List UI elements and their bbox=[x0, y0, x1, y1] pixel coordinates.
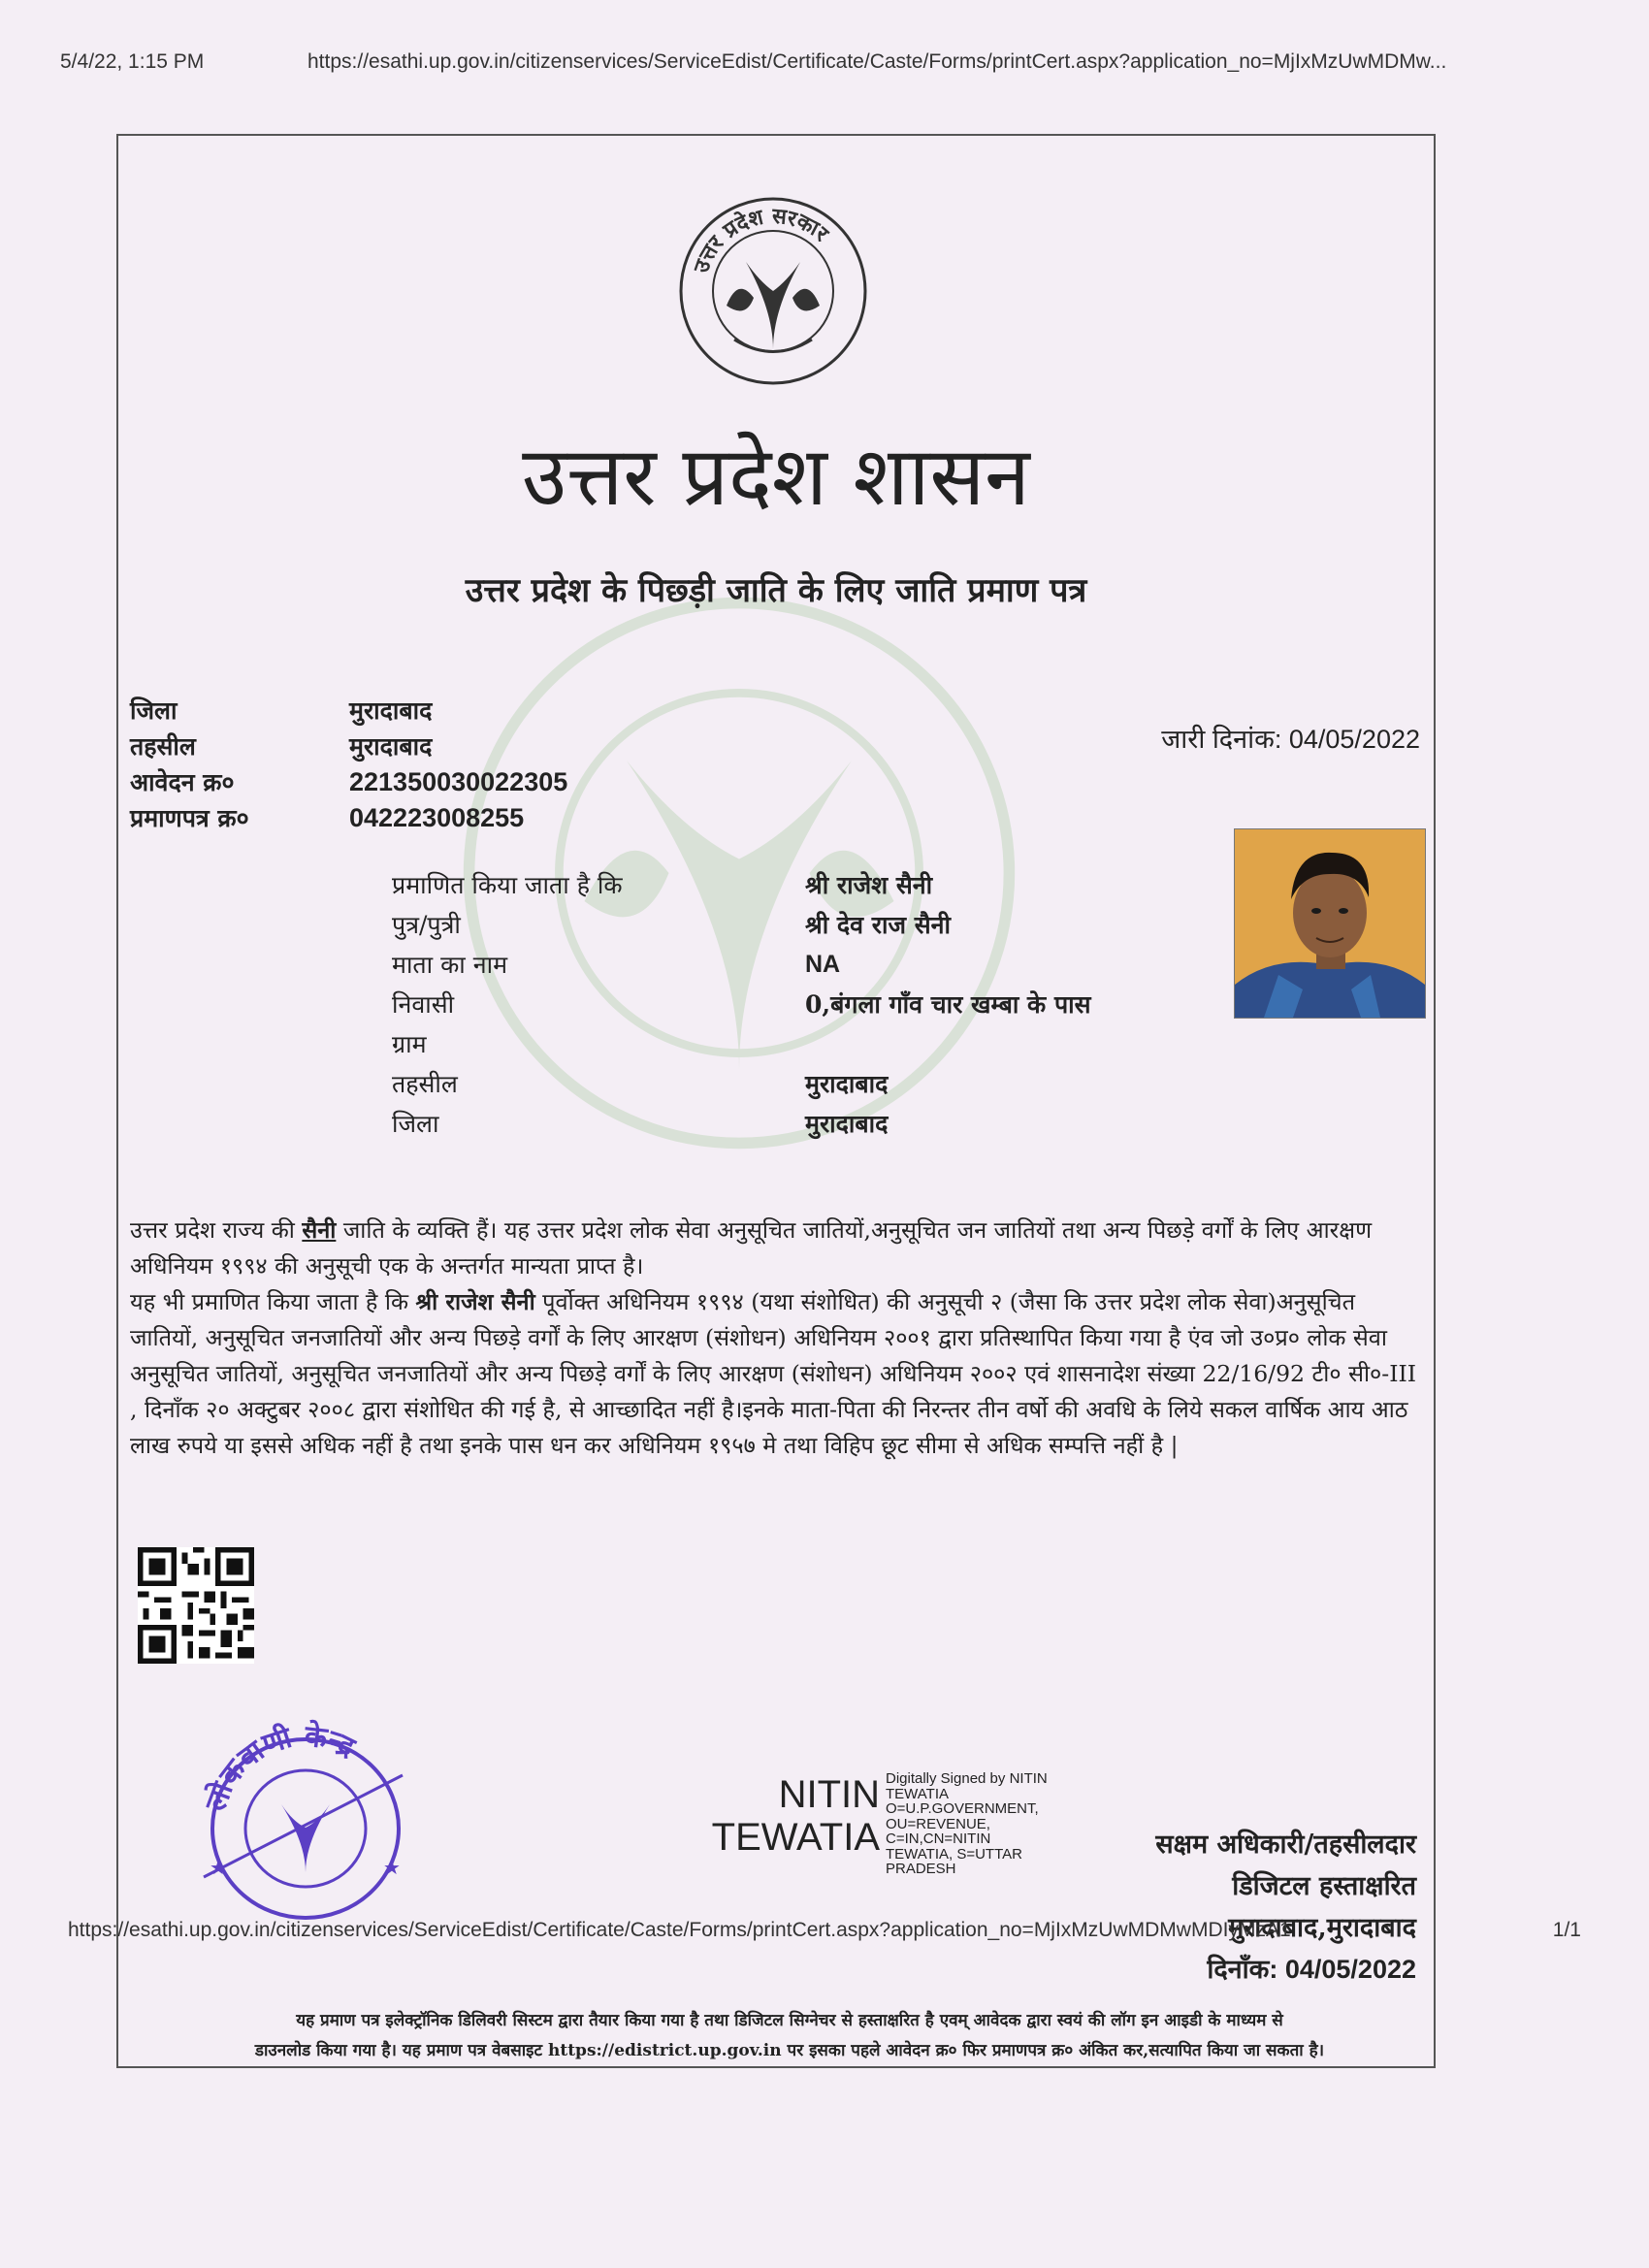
detail-row bbox=[392, 1104, 1091, 1144]
detail-row bbox=[392, 905, 1091, 945]
meta-label: तहसील bbox=[130, 732, 196, 761]
applicant-name-inline: श्री राजेश सैनी bbox=[415, 1288, 535, 1315]
meta-row bbox=[130, 764, 567, 800]
person-photo-icon bbox=[1235, 829, 1425, 1018]
officer-digital-signed: डिजिटल हस्ताक्षरित bbox=[1232, 1871, 1416, 1901]
svg-text:★: ★ bbox=[210, 1856, 227, 1879]
issuing-officer bbox=[1096, 1824, 1416, 1991]
detail-row bbox=[392, 865, 1091, 905]
print-url-bottom[interactable]: https://esathi.up.gov.in/citizenservices/ServiceEdist/Certificate/Caste/Forms/printCert.aspx?application_no=MjIxMzUwMDMwMDIyMzA1 bbox=[68, 1919, 1291, 1941]
body-paragraph-2: यह भी प्रमाणित किया जाता है कि श्री राजेश सैनी पूर्वोक्त अधिनियम १९९४ (यथा संशोधित) की अनुसूची २ (जैसा कि उत्तर प्रदेश लोक सेवा)अनुसूचित जातियों, अनुसूचित जनजातियों और अन्य पिछड़े वर्गों के लिए आरक्षण (संशोधन) अधिनियम २००१ द्वारा प्रतिस्थापित किया गया है एंव जो उ०प्र० लोक सेवा अनुसूचित जातियों, अनुसूचित जनजातियों और अन्य पिछड़े वर्गों के लिए आरक्षण (संशोधन) अधिनियम २००२ एवं शासनादेश संख्या 22/16/92 टी० सी०-III , दिनाँक २० अक्टुबर २००८ द्वारा संशोधित की गई है, से आच्छादित नहीं है।इनके माता-पिता की निरन्तर तीन वर्षो की अवधि के लिये सकल वार्षिक आय आठ लाख रुपये या इससे अधिक नहीं है तथा इनके पास धन कर अधिनियम १९५७ मे तथा विहिप छूट सीमा से अधिक सम्पत्ति नहीं है | bbox=[130, 1288, 1417, 1459]
officer-date: दिनाँक: 04/05/2022 bbox=[1207, 1955, 1416, 1984]
meta-label: जिला bbox=[130, 697, 178, 725]
officer-designation: सक्षम अधिकारी/तहसीलदार bbox=[1155, 1830, 1416, 1860]
detail-row bbox=[392, 1064, 1091, 1104]
certificate-subtitle: उत्तर प्रदेश के पिछ्ड़ी जाति के लिए जाति प्रमाण पत्र bbox=[465, 571, 1087, 610]
signer-name: NITIN TEWATIA bbox=[711, 1773, 880, 1859]
svg-text:उत्तर प्रदेश सरकार: उत्तर प्रदेश सरकार bbox=[690, 204, 833, 276]
signature-details: Digitally Signed by NITIN TEWATIA O=U.P.GOVERNMENT, OU=REVENUE, C=IN,CN=NITIN TEWATIA, S=UTTAR PRADESH bbox=[886, 1770, 1048, 1877]
officer-location: मुरादाबाद,मुरादाबाद bbox=[1228, 1913, 1416, 1943]
meta-label: प्रमाणपत्र क्र० bbox=[130, 804, 249, 832]
print-url-top[interactable]: https://esathi.up.gov.in/citizenservices/ServiceEdist/Certificate/Caste/Forms/printCert.aspx?application_no=MjIxMzUwMDMw... bbox=[307, 50, 1447, 73]
issue-date: जारी दिनांक: 04/05/2022 bbox=[1161, 725, 1420, 754]
body-paragraph-1: उत्तर प्रदेश राज्य की सैनी जाति के व्यक्ति हैं। यह उत्तर प्रदेश लोक सेवा अनुसूचित जातियों,अनुसूचित जन जातियों तथा अन्य पिछड़े वर्गों के लिए आरक्षण अधिनियम १९९४ की अनुसूची एक के अन्तर्गत मान्यता प्राप्त है। bbox=[130, 1216, 1373, 1280]
up-govt-emblem-icon bbox=[676, 194, 870, 388]
district: मुरादाबाद bbox=[805, 1110, 889, 1138]
svg-text:★: ★ bbox=[383, 1856, 401, 1879]
browser-print-footer bbox=[68, 1919, 1581, 1942]
applicant-details bbox=[392, 865, 1091, 1144]
meta-row bbox=[130, 800, 567, 836]
meta-label: आवेदन क्र० bbox=[130, 768, 235, 796]
meta-block bbox=[130, 693, 567, 836]
certificate bbox=[116, 134, 1436, 2068]
meta-value: मुरादाबाद bbox=[349, 732, 433, 761]
detail-label: प्रमाणित किया जाता है कि bbox=[392, 871, 623, 899]
detail-label: जिला bbox=[392, 1110, 439, 1138]
tehsil: मुरादाबाद bbox=[805, 1070, 889, 1098]
detail-row bbox=[392, 1024, 1091, 1064]
svg-text:लोकवाणी केन्द्र: लोकवाणी केन्द्र bbox=[199, 1719, 361, 1816]
caste-name: सैनी bbox=[302, 1216, 337, 1244]
meta-value: मुरादाबाद bbox=[349, 697, 433, 725]
qr-code-icon[interactable] bbox=[138, 1547, 254, 1664]
detail-row bbox=[392, 985, 1091, 1024]
lokvani-stamp-icon bbox=[175, 1707, 436, 1930]
print-datetime: 5/4/22, 1:15 PM bbox=[60, 50, 205, 73]
certificate-title: उत्तर प्रदेश शासन bbox=[522, 429, 1030, 524]
verification-note: यह प्रमाण पत्र इलेक्ट्रॉनिक डिलिवरी सिस्टम द्वारा तैयार किया गया है तथा डिजिटल सिग्नेचर से हस्ताक्षरित है एवम् आवेदक द्वारा स्वयं की लॉग इन आइडी के माध्यम से डाउनलोड किया गया है। यह प्रमाण पत्र वेबसाइट https://edistrict.up.gov.in पर इसका पहले आवेदन क्र० फिर प्रमाणपत्र क्र० अंकित कर,सत्यापित किया जा सकता है। bbox=[254, 2011, 1325, 2060]
certificate-number: 042223008255 bbox=[349, 803, 525, 832]
certificate-body bbox=[130, 1213, 1422, 1464]
detail-label: तहसील bbox=[392, 1070, 458, 1098]
detail-label: पुत्र/पुत्री bbox=[392, 911, 461, 939]
residence: 0,बंगला गाँव चार खम्बा के पास bbox=[805, 990, 1091, 1019]
meta-row bbox=[130, 693, 567, 729]
page-number: 1/1 bbox=[1552, 1919, 1581, 1941]
detail-row bbox=[392, 945, 1091, 985]
applicant-name: श्री राजेश सैनी bbox=[805, 871, 933, 899]
detail-label: निवासी bbox=[392, 990, 455, 1019]
browser-print-header bbox=[60, 50, 1591, 74]
application-number: 221350030022305 bbox=[349, 767, 568, 796]
meta-row bbox=[130, 729, 567, 764]
detail-label: माता का नाम bbox=[392, 951, 508, 979]
father-name: श्री देव राज सैनी bbox=[805, 911, 951, 939]
detail-label: ग्राम bbox=[392, 1030, 427, 1058]
applicant-photo bbox=[1234, 828, 1426, 1019]
mother-name: NA bbox=[805, 951, 841, 978]
